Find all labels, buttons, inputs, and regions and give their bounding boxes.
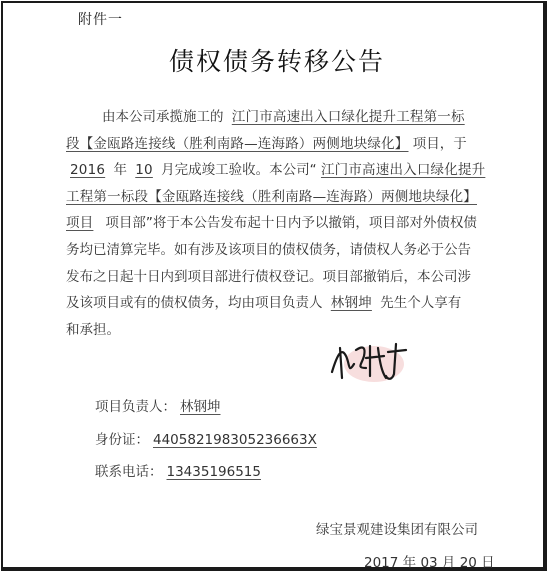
project-name-underlined: 江门市高速出入口绿化提升工程第一标 bbox=[231, 109, 465, 125]
document-title: 债权债务转移公告 bbox=[168, 47, 385, 76]
announcement-paragraph bbox=[66, 104, 500, 343]
text-segment: 月完成竣工验收。本公司“ bbox=[161, 162, 317, 179]
phone-field bbox=[95, 460, 265, 480]
paragraph-line-5 bbox=[66, 210, 500, 237]
document-date: 2017 年 03 月 20 日 bbox=[364, 555, 495, 571]
manager-value: 林钢坤 bbox=[180, 399, 221, 415]
id-field bbox=[95, 428, 321, 448]
project-section-underlined: 段【金瓯路连接线（胜利南路—连海路）两侧地块绿化】 bbox=[66, 135, 409, 152]
text-segment: 由本公司承揽施工的 bbox=[102, 109, 224, 125]
attachment-label: 附件一 bbox=[78, 12, 123, 28]
manager-field bbox=[95, 395, 225, 415]
id-label: 身份证： bbox=[95, 432, 149, 448]
text-segment: 项目，于 bbox=[412, 135, 467, 152]
completion-month: 10 bbox=[135, 162, 153, 179]
paragraph-line-4 bbox=[66, 184, 500, 211]
paragraph-line-2 bbox=[66, 131, 500, 158]
paragraph-line-7: 发布之日起十日内到项目部进行债权登记。项目部撤销后，本公司涉 bbox=[66, 268, 471, 285]
text-segment: 及该项目或有的债权债务，均由项目负责人 bbox=[66, 295, 323, 312]
project-word-underlined: 项目 bbox=[66, 215, 94, 232]
manager-label: 项目负责人： bbox=[95, 399, 176, 415]
signature-icon bbox=[326, 334, 416, 386]
text-segment: 先生个人享有 bbox=[380, 295, 462, 312]
id-value: 440582198305236663X bbox=[153, 432, 317, 448]
text-segment: 项目部”将于本公告发布起十日内予以撤销，项目部对外债权债 bbox=[105, 215, 477, 232]
text-segment: 年 bbox=[113, 162, 127, 179]
phone-value: 13435196515 bbox=[166, 464, 261, 480]
phone-label: 联系电话： bbox=[95, 464, 163, 480]
paragraph-line-8 bbox=[66, 290, 500, 317]
paragraph-line-1 bbox=[66, 104, 500, 131]
paragraph-line-9: 和承担。 bbox=[66, 321, 120, 338]
responsible-person-name: 林钢坤 bbox=[330, 295, 372, 312]
paragraph-line-3 bbox=[66, 157, 500, 184]
company-name: 绿宝景观建设集团有限公司 bbox=[316, 522, 478, 538]
paragraph-line-6: 务均已清算完毕。如有涉及该项目的债权债务，请债权人务必于公告 bbox=[66, 241, 471, 258]
project-name-underlined-2: 江门市高速出入口绿化提升 bbox=[320, 162, 486, 179]
completion-year: 2016 bbox=[70, 162, 106, 179]
project-section-underlined-2: 工程第一标段【金瓯路连接线（胜利南路—连海路）两侧地块绿化】 bbox=[66, 188, 477, 205]
